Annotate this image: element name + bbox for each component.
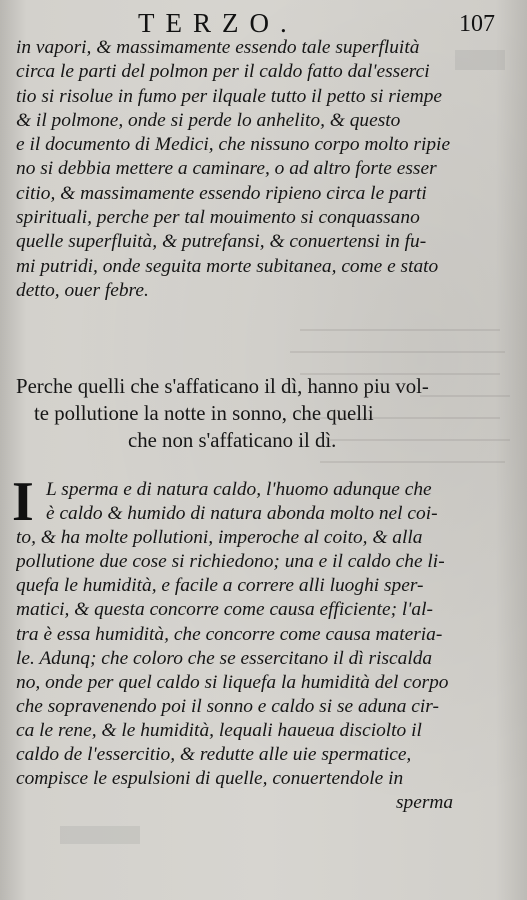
text-line: che sopravenendo poi il sonno e caldo si se aduna cir- [16, 695, 439, 717]
text-line: matici, & questa concorre come causa efficiente; l'al- [16, 599, 433, 621]
text-line: ca le rene, & le humidità, lequali haueua disciolto il [16, 719, 422, 741]
text-line: L sperma e di natura caldo, l'huomo adunque che [46, 479, 432, 500]
catchword: sperma [396, 792, 454, 814]
text-line: spirituali, perche per tal mouimento si conquassano [16, 207, 420, 229]
paragraph-continuation [16, 36, 512, 303]
text-line: & il polmone, onde si perde lo anhelito, & questo [16, 109, 401, 131]
text-line: no si debbia mettere a caminare, o ad altro forte esser [16, 158, 437, 180]
section-heading [16, 373, 512, 454]
text-line: no, onde per quel caldo si liquefa la humidità del corpo [16, 671, 449, 693]
text-line: e il documento di Medici, che nissuno corpo molto ripie [16, 134, 451, 156]
text-line: tio si risolue in fumo per ilquale tutto il petto si riempe [16, 85, 443, 107]
text-line: citio, & massimamente essendo ripieno circa le parti [16, 182, 427, 204]
page-header [0, 8, 527, 38]
drop-cap-initial: I [12, 471, 34, 533]
heading-line: che non s'affaticano il dì. [128, 429, 337, 452]
text-line: le. Adunq; che coloro che se essercitano il dì riscalda [16, 647, 433, 669]
text-line: to, & ha molte pollutioni, imperoche al coito, & alla [16, 527, 423, 549]
text-line: quelle superfluità, & putrefansi, & conuertensi in fu- [16, 231, 427, 253]
text-line: detto, ouer febre. [16, 279, 149, 301]
text-line: quefa le humidità, e facile a correre alli luoghi sper- [16, 575, 424, 597]
text-line: caldo de l'essercitio, & redutte alle uie spermatice, [16, 744, 412, 766]
text-line: mi putridi, onde seguita morte subitanea, come e stato [16, 255, 439, 277]
text-line: compisce le espulsioni di quelle, conuertendole in [16, 768, 404, 790]
text-line: in vapori, & massimamente essendo tale superfluità [16, 37, 420, 58]
text-line: tra è essa humidità, che concorre come causa materia- [16, 623, 443, 645]
text-line: pollutione due cose si richiedono; una e il caldo che li- [16, 551, 445, 573]
heading-line: Perche quelli che s'affaticano il dì, hanno piu vol- [16, 375, 429, 398]
running-head: TERZO. [138, 8, 298, 38]
text-line: circa le parti del polmon per il caldo fatto dal'esserci [16, 61, 430, 83]
page-number: 107 [459, 11, 495, 37]
heading-line: te pollutione la notte in sonno, che quelli [34, 402, 374, 425]
paragraph-body [16, 478, 512, 815]
text-line: è caldo & humido di natura abonda molto nel coi- [46, 503, 438, 525]
